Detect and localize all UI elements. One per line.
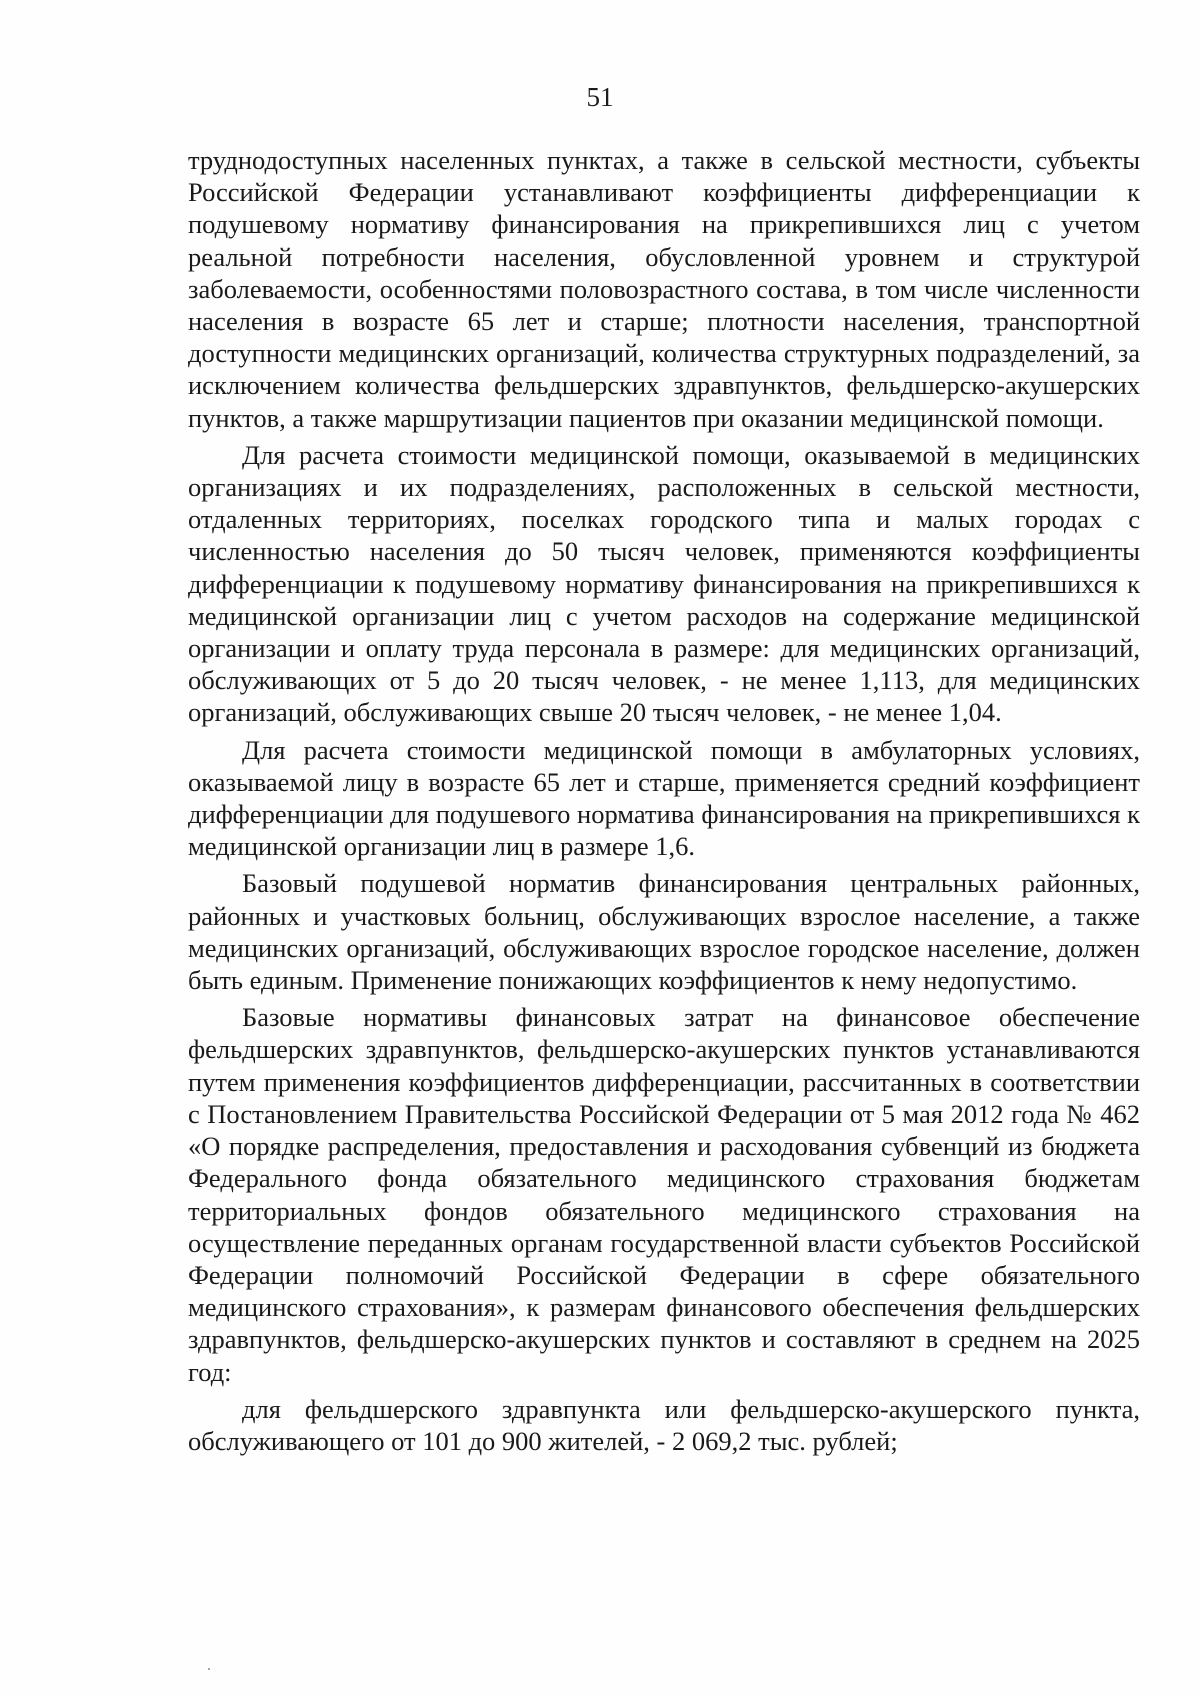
paragraph-feldsher-point-standards: Базовые нормативы финансовых затрат на финансовое обеспечение фельдшерских здравпунктов, фельдшерско-акушерских пунктов устанавливаются путем применения коэффициентов дифференциации, рассчитанных в соответствии с Постановлением Правительства Российской Федерации от 5 мая 2012 года № 462 «О порядке распределения, предоставления и расходования субвенций из бюджета Федерального фонда обязательного медицинского страхования бюджетам территориальных фондов обязательного медицинского страхования на осуществление переданных органам государственной власти субъектов Российской Федерации полномочий Российской Федерации в сфере обязательного медицинского страхования», к размерам финансового обеспечения фельдшерских здравпунктов, фельдшерско-акушерских пунктов и составляют в среднем на 2025 год: (188, 1002, 1140, 1387)
scan-speck (208, 1668, 210, 1670)
paragraph-base-per-capita-standard: Базовый подушевой норматив финансирования центральных районных, районных и участковых больниц, обслуживающих взрослое население, а также медицинских организаций, обслуживающих взрослое городское население, должен быть единым. Применение понижающих коэффициентов к нему недопустимо. (188, 868, 1140, 996)
paragraph-rural-coefficients: Для расчета стоимости медицинской помощи, оказываемой в медицинских организациях и их подразделениях, расположенных в сельской местности, отдаленных территориях, поселках городского типа и малых городах с численностью населения до 50 тысяч человек, применяются коэффициенты дифференциации к подушевому нормативу финансирования на прикрепившихся к медицинской организации лиц с учетом расходов на содержание медицинской организации и оплату труда персонала в размере: для медицинских организаций, обслуживающих от 5 до 20 тысяч человек, - не менее 1,113, для медицинских организаций, обслуживающих свыше 20 тысяч человек, - не менее 1,04. (188, 439, 1140, 728)
paragraph-list-item-101-900: для фельдшерского здравпункта или фельдшерско-акушерского пункта, обслуживающего от 101 до 900 жителей, - 2 069,2 тыс. рублей; (188, 1393, 1140, 1456)
paragraph-elderly-coefficient: Для расчета стоимости медицинской помощи в амбулаторных условиях, оказываемой лицу в возрасте 65 лет и старше, применяется средний коэффициент дифференциации для подушевого норматива финансирования на прикрепившихся к медицинской организации лиц в размере 1,6. (188, 734, 1140, 862)
paragraph-continuation: труднодоступных населенных пунктах, а также в сельской местности, субъекты Российской Федерации устанавливают коэффициенты дифференциации к подушевому нормативу финансирования на прикрепившихся лиц с учетом реальной потребности населения, обусловленной уровнем и структурой заболеваемости, особенностями половозрастного состава, в том числе численности населения в возрасте 65 лет и старше; плотности населения, транспортной доступности медицинских организаций, количества структурных подразделений, за исключением количества фельдшерских здравпунктов, фельдшерско-акушерских пунктов, а также маршрутизации пациентов при оказании медицинской помощи. (188, 145, 1140, 433)
document-body (188, 144, 1140, 1457)
page-number: 51 (586, 82, 614, 112)
